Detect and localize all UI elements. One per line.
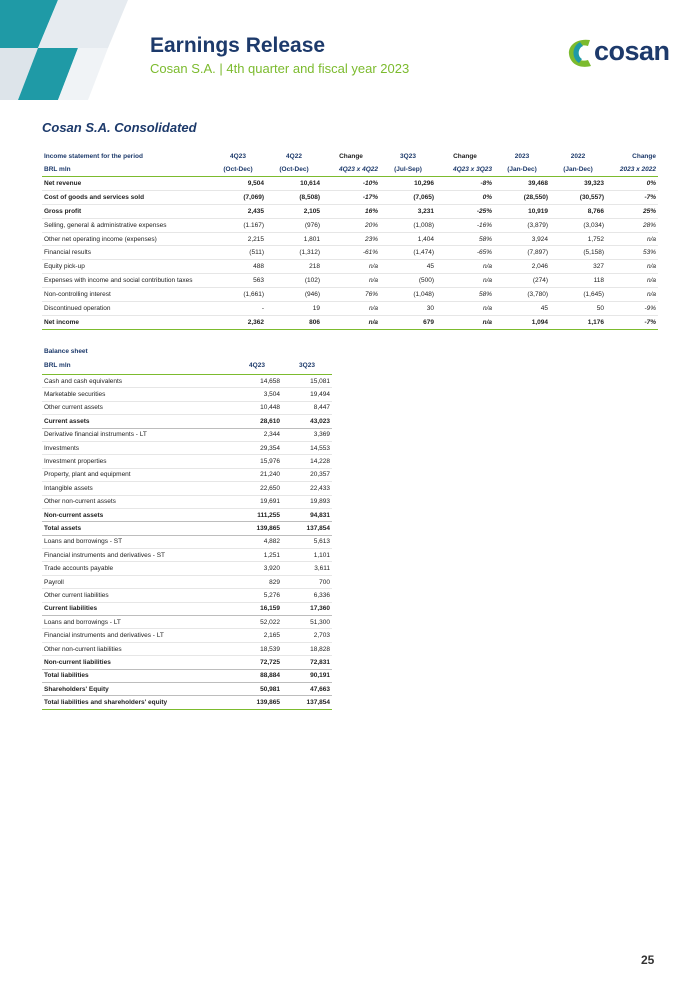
income-cell: 25%: [606, 204, 658, 218]
page-subtitle: Cosan S.A. | 4th quarter and fiscal year 2023: [150, 61, 410, 76]
income-row-label: Other net operating income (expenses): [42, 232, 210, 246]
income-row: [42, 177, 658, 191]
income-col-subheader: 4Q23 x 4Q22: [322, 162, 380, 177]
income-row: [42, 274, 658, 288]
balance-row-label: Non-current liabilities: [42, 656, 232, 669]
income-row: [42, 204, 658, 218]
income-cell: -10%: [322, 177, 380, 191]
balance-row: [42, 482, 332, 495]
income-col-subheader: (Jan-Dec): [550, 162, 606, 177]
income-cell: (7,069): [210, 190, 266, 204]
income-cell: 10,296: [380, 177, 436, 191]
balance-cell: 22,650: [232, 482, 282, 495]
income-row: [42, 232, 658, 246]
balance-cell: 3,611: [282, 562, 332, 575]
balance-cell: 3,920: [232, 562, 282, 575]
balance-cell: 8,447: [282, 401, 332, 414]
income-cell: n/a: [606, 232, 658, 246]
income-col-header: 3Q23: [400, 152, 416, 160]
income-row-label: Net revenue: [42, 177, 210, 191]
income-cell: (30,557): [550, 190, 606, 204]
balance-unit: BRL mln: [42, 357, 232, 375]
balance-cell: 5,276: [232, 589, 282, 602]
income-col-header: 4Q23: [230, 152, 246, 160]
balance-row-label: Total liabilities and shareholders' equity: [42, 696, 232, 709]
income-row-label: Financial results: [42, 246, 210, 260]
income-cell: (3,879): [494, 218, 550, 232]
income-cell: (1.167): [210, 218, 266, 232]
income-cell: (946): [266, 288, 322, 302]
income-cell: n/a: [322, 302, 380, 316]
income-cell: 488: [210, 260, 266, 274]
balance-row-label: Current liabilities: [42, 602, 232, 615]
income-cell: (1,474): [380, 246, 436, 260]
page-number: 25: [641, 953, 655, 967]
balance-row: [42, 375, 332, 388]
income-cell: -61%: [322, 246, 380, 260]
balance-row-label: Investments: [42, 441, 232, 454]
income-row: [42, 246, 658, 260]
balance-row: [42, 535, 332, 548]
balance-row-label: Trade accounts payable: [42, 562, 232, 575]
balance-cell: 829: [232, 575, 282, 588]
balance-cell: 139,865: [232, 522, 282, 535]
income-statement-table: [42, 150, 658, 330]
income-cell: (1,661): [210, 288, 266, 302]
balance-row: [42, 562, 332, 575]
income-cell: (8,508): [266, 190, 322, 204]
balance-row-label: Non-current assets: [42, 508, 232, 521]
balance-cell: 19,494: [282, 388, 332, 401]
balance-row: [42, 415, 332, 428]
balance-row: [42, 575, 332, 588]
balance-cell: 21,240: [232, 468, 282, 481]
balance-cell: 15,081: [282, 375, 332, 388]
income-row: [42, 302, 658, 316]
balance-row: [42, 669, 332, 682]
income-cell: n/a: [436, 274, 494, 288]
income-cell: 2,215: [210, 232, 266, 246]
balance-cell: 14,228: [282, 455, 332, 468]
balance-row-label: Property, plant and equipment: [42, 468, 232, 481]
balance-row-label: Other non-current liabilities: [42, 642, 232, 655]
income-cell: 1,094: [494, 315, 550, 329]
income-cell: -8%: [436, 177, 494, 191]
balance-cell: 94,831: [282, 508, 332, 521]
income-row: [42, 288, 658, 302]
income-row-label: Gross profit: [42, 204, 210, 218]
cosan-logo: [566, 34, 682, 72]
income-cell: 1,801: [266, 232, 322, 246]
balance-cell: 18,828: [282, 642, 332, 655]
balance-row: [42, 549, 332, 562]
income-cell: (1,645): [550, 288, 606, 302]
income-cell: n/a: [436, 260, 494, 274]
balance-cell: 28,610: [232, 415, 282, 428]
income-cell: 2,362: [210, 315, 266, 329]
balance-row: [42, 682, 332, 695]
income-col-subheader: (Jan-Dec): [494, 162, 550, 177]
balance-cell: 5,613: [282, 535, 332, 548]
income-col-header: Change: [339, 152, 363, 160]
balance-row-label: Other non-current assets: [42, 495, 232, 508]
income-cell: 2,105: [266, 204, 322, 218]
balance-row-label: Total assets: [42, 522, 232, 535]
balance-row: [42, 629, 332, 642]
balance-row: [42, 468, 332, 481]
income-cell: n/a: [606, 260, 658, 274]
income-cell: 30: [380, 302, 436, 316]
balance-row: [42, 522, 332, 535]
income-cell: 0%: [436, 190, 494, 204]
balance-cell: 52,022: [232, 616, 282, 629]
income-row-label: Non-controlling interest: [42, 288, 210, 302]
balance-col-header: 3Q23: [282, 357, 332, 375]
balance-cell: 29,354: [232, 441, 282, 454]
balance-cell: 72,725: [232, 656, 282, 669]
income-cell: 1,176: [550, 315, 606, 329]
balance-row: [42, 455, 332, 468]
income-cell: 9,504: [210, 177, 266, 191]
balance-cell: 16,159: [232, 602, 282, 615]
income-row: [42, 260, 658, 274]
income-cell: 3,924: [494, 232, 550, 246]
income-cell: (3,780): [494, 288, 550, 302]
income-col-header: 2022: [570, 152, 586, 160]
balance-title: Balance sheet: [44, 347, 88, 355]
balance-cell: 22,433: [282, 482, 332, 495]
income-row-label: Discontinued operation: [42, 302, 210, 316]
balance-cell: 6,336: [282, 589, 332, 602]
balance-row-label: Loans and borrowings - LT: [42, 616, 232, 629]
balance-cell: 10,448: [232, 401, 282, 414]
balance-row: [42, 441, 332, 454]
income-row-label: Selling, general & administrative expenses: [42, 218, 210, 232]
balance-row-label: Cash and cash equivalents: [42, 375, 232, 388]
income-cell: n/a: [322, 274, 380, 288]
balance-row: [42, 616, 332, 629]
income-cell: -7%: [606, 190, 658, 204]
income-row: [42, 190, 658, 204]
balance-cell: 14,658: [232, 375, 282, 388]
balance-cell: 3,369: [282, 428, 332, 441]
balance-row: [42, 589, 332, 602]
income-cell: -65%: [436, 246, 494, 260]
balance-row-label: Other current liabilities: [42, 589, 232, 602]
income-cell: 20%: [322, 218, 380, 232]
income-cell: 218: [266, 260, 322, 274]
income-cell: (500): [380, 274, 436, 288]
balance-cell: 88,884: [232, 669, 282, 682]
income-cell: 39,323: [550, 177, 606, 191]
balance-cell: 47,663: [282, 682, 332, 695]
balance-cell: 90,191: [282, 669, 332, 682]
income-cell: (7,065): [380, 190, 436, 204]
income-cell: 1,404: [380, 232, 436, 246]
balance-row: [42, 642, 332, 655]
income-cell: 8,766: [550, 204, 606, 218]
income-cell: 45: [380, 260, 436, 274]
income-cell: -25%: [436, 204, 494, 218]
income-col-subheader: (Oct-Dec): [266, 162, 322, 177]
income-cell: 28%: [606, 218, 658, 232]
income-cell: 10,614: [266, 177, 322, 191]
income-cell: 806: [266, 315, 322, 329]
income-row-label: Expenses with income and social contribution taxes: [42, 274, 210, 288]
income-cell: 19: [266, 302, 322, 316]
income-col-header: 2023: [514, 152, 530, 160]
decorative-corner-shapes: [0, 0, 140, 110]
balance-row: [42, 388, 332, 401]
balance-cell: 2,344: [232, 428, 282, 441]
income-col-subheader: 2023 x 2022: [606, 162, 658, 177]
balance-cell: 19,691: [232, 495, 282, 508]
balance-cell: 2,165: [232, 629, 282, 642]
balance-cell: 15,976: [232, 455, 282, 468]
income-cell: 50: [550, 302, 606, 316]
income-cell: 327: [550, 260, 606, 274]
balance-cell: 137,854: [282, 522, 332, 535]
income-cell: 76%: [322, 288, 380, 302]
balance-row-label: Derivative financial instruments - LT: [42, 428, 232, 441]
income-cell: n/a: [322, 315, 380, 329]
income-cell: (1,008): [380, 218, 436, 232]
section-title: Cosan S.A. Consolidated: [42, 120, 197, 135]
income-col-header: 4Q22: [286, 152, 302, 160]
balance-cell: 14,553: [282, 441, 332, 454]
income-cell: 118: [550, 274, 606, 288]
balance-cell: 3,504: [232, 388, 282, 401]
balance-sheet-table: [42, 345, 332, 710]
income-cell: -: [210, 302, 266, 316]
income-cell: 45: [494, 302, 550, 316]
balance-cell: 4,882: [232, 535, 282, 548]
balance-cell: 43,023: [282, 415, 332, 428]
balance-sheet-body: [42, 345, 332, 709]
balance-cell: 2,703: [282, 629, 332, 642]
income-unit: BRL mln: [42, 162, 210, 177]
balance-row: [42, 602, 332, 615]
balance-cell: 1,101: [282, 549, 332, 562]
income-row-label: Equity pick-up: [42, 260, 210, 274]
income-header-row-1: [42, 150, 658, 162]
balance-col-header: 4Q23: [232, 357, 282, 375]
balance-cell: 51,300: [282, 616, 332, 629]
income-cell: 563: [210, 274, 266, 288]
cosan-logo-mark-icon: [566, 34, 596, 72]
income-cell: -9%: [606, 302, 658, 316]
balance-row: [42, 656, 332, 669]
income-cell: -7%: [606, 315, 658, 329]
balance-cell: 137,854: [282, 696, 332, 709]
income-cell: 2,435: [210, 204, 266, 218]
income-cell: (511): [210, 246, 266, 260]
income-cell: 3,231: [380, 204, 436, 218]
income-cell: (102): [266, 274, 322, 288]
balance-row: [42, 508, 332, 521]
income-col-subheader: (Jul-Sep): [380, 162, 436, 177]
balance-row-label: Total liabilities: [42, 669, 232, 682]
income-cell: n/a: [606, 288, 658, 302]
balance-cell: 700: [282, 575, 332, 588]
income-cell: 1,752: [550, 232, 606, 246]
balance-cell: 1,251: [232, 549, 282, 562]
income-cell: (976): [266, 218, 322, 232]
balance-header-row-1: [42, 345, 332, 357]
balance-cell: 18,539: [232, 642, 282, 655]
balance-row-label: Financial instruments and derivatives - ST: [42, 549, 232, 562]
income-header-row-2: [42, 162, 658, 177]
balance-cell: 20,357: [282, 468, 332, 481]
balance-cell: 17,360: [282, 602, 332, 615]
income-cell: 58%: [436, 288, 494, 302]
income-cell: (7,897): [494, 246, 550, 260]
income-cell: (5,158): [550, 246, 606, 260]
income-cell: 23%: [322, 232, 380, 246]
logo-wordmark: cosan: [594, 36, 670, 66]
balance-row-label: Marketable securities: [42, 388, 232, 401]
income-cell: 53%: [606, 246, 658, 260]
income-cell: (1,312): [266, 246, 322, 260]
page-title: Earnings Release: [150, 34, 326, 57]
balance-row-label: Shareholders' Equity: [42, 682, 232, 695]
income-col-header: Change: [453, 152, 477, 160]
income-cell: n/a: [436, 315, 494, 329]
income-cell: n/a: [322, 260, 380, 274]
balance-row-label: Current assets: [42, 415, 232, 428]
balance-row: [42, 401, 332, 414]
income-title: Income statement for the period: [44, 152, 143, 160]
income-cell: 0%: [606, 177, 658, 191]
balance-row-label: Payroll: [42, 575, 232, 588]
balance-row: [42, 696, 332, 709]
income-cell: (28,550): [494, 190, 550, 204]
income-col-header: Change: [632, 152, 656, 160]
income-cell: -16%: [436, 218, 494, 232]
balance-row-label: Loans and borrowings - ST: [42, 535, 232, 548]
income-row-label: Cost of goods and services sold: [42, 190, 210, 204]
income-cell: (274): [494, 274, 550, 288]
balance-row-label: Investment properties: [42, 455, 232, 468]
income-row-label: Net income: [42, 315, 210, 329]
balance-row-label: Intangible assets: [42, 482, 232, 495]
income-statement-body: [42, 150, 658, 329]
income-col-subheader: (Oct-Dec): [210, 162, 266, 177]
income-cell: (3,034): [550, 218, 606, 232]
income-cell: -17%: [322, 190, 380, 204]
income-cell: 679: [380, 315, 436, 329]
income-cell: (1,048): [380, 288, 436, 302]
balance-cell: 72,831: [282, 656, 332, 669]
balance-cell: 139,865: [232, 696, 282, 709]
income-row: [42, 315, 658, 329]
income-cell: 16%: [322, 204, 380, 218]
balance-cell: 50,981: [232, 682, 282, 695]
balance-cell: 19,893: [282, 495, 332, 508]
income-cell: n/a: [606, 274, 658, 288]
income-cell: n/a: [436, 302, 494, 316]
income-cell: 58%: [436, 232, 494, 246]
income-cell: 10,919: [494, 204, 550, 218]
balance-row: [42, 495, 332, 508]
income-col-subheader: 4Q23 x 3Q23: [436, 162, 494, 177]
balance-row: [42, 428, 332, 441]
balance-header-row-2: [42, 357, 332, 375]
income-cell: 2,046: [494, 260, 550, 274]
income-cell: 39,468: [494, 177, 550, 191]
income-row: [42, 218, 658, 232]
balance-cell: 111,255: [232, 508, 282, 521]
balance-row-label: Other current assets: [42, 401, 232, 414]
balance-row-label: Financial instruments and derivatives - LT: [42, 629, 232, 642]
